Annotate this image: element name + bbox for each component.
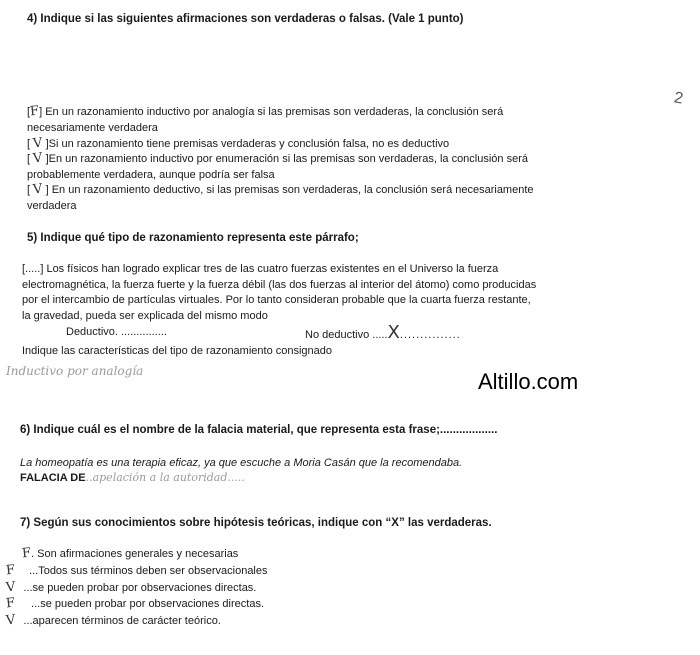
q5-heading: 5) Indique qué tipo de razonamiento representa este párrafo;: [27, 232, 359, 244]
q5-paragraph-line-4: la gravedad, pueda ser explicada del mismo modo: [22, 309, 268, 322]
q4-item-3-mark: V: [32, 150, 44, 167]
q5-option-no-deductivo-label: No deductivo .....: [305, 329, 388, 341]
q7-item-3-text: ...se pueden probar por observaciones directas.: [23, 582, 257, 594]
q5-instruction: Indique las características del tipo de razonamiento consignado: [22, 345, 333, 357]
q5-paragraph: [22, 262, 536, 324]
q7-item-1-text: . Son afirmaciones generales y necesarias: [31, 548, 239, 560]
q5-paragraph-line-2: electromagnética, la fuerza fuerte y la fuerza débil (las dos fuerzas al interior del átomo) como producidas: [22, 278, 537, 291]
q6-falacia: [20, 470, 245, 487]
q4-item-1: [F] En un razonamiento inductivo por analogía si las premisas son verdaderas, la conclusión será necesariamente verdadera: [27, 103, 504, 134]
q4-item-3-text: ]En un razonamiento inductivo por enumeración si las premisas son verdaderas, la conclusión será: [45, 153, 528, 165]
q7-item-2: [6, 563, 268, 580]
q7-item-2-text: ...Todos sus términos deben ser observacionales: [29, 565, 268, 577]
q7-item-5: [6, 613, 221, 630]
q7-item-5-text: ...aparecen términos de carácter teórico.: [23, 615, 221, 627]
q5-option-dots: ...............: [399, 329, 461, 341]
q4-item-2-text: ]Si un razonamiento tiene premisas verdaderas y conclusión falsa, no es deductivo: [45, 138, 450, 150]
q4-item-2: [ V ]Si un razonamiento tiene premisas verdaderas y conclusión falsa, no es deductivo: [27, 135, 450, 152]
q7-item-4-text: ...se pueden probar por observaciones directas.: [31, 598, 265, 610]
q7-item-4-mark: F: [5, 595, 16, 612]
q5-option-no-deductivo: [305, 322, 461, 344]
q4-item-1-text-cont: necesariamente verdadera: [27, 121, 158, 134]
q7-item-2-mark: F: [5, 562, 16, 579]
q7-item-5-mark: V: [5, 612, 17, 629]
margin-mark: 2: [672, 89, 685, 108]
q4-item-3: [ V ]En un razonamiento inductivo por enumeración si las premisas son verdaderas, la conclusión será probablemente verdadera, aunque podría ser falsa: [27, 150, 528, 181]
q5-paragraph-line-1: [.....] Los físicos han logrado explicar tres de las cuatro fuerzas existentes en el Universo la fuerza: [22, 263, 499, 275]
q7-item-4: [6, 596, 264, 613]
q4-item-3-text-cont: probablemente verdadera, aunque podría ser falsa: [27, 168, 275, 181]
q5-paragraph-line-3: por el intercambio de partículas virtuales. Por lo tanto consideran probable que la cuarta fuerza restante,: [22, 294, 531, 306]
q6-heading: 6) Indique cuál es el nombre de la falacia material, que representa esta frase;..................: [20, 424, 498, 436]
q7-item-3: [6, 580, 256, 597]
q4-item-4-mark: V: [32, 181, 44, 198]
q7-heading: 7) Según sus conocimientos sobre hipótesis teóricas, indique con “X” las verdaderas.: [20, 517, 492, 529]
q4-item-2-mark: V: [32, 135, 44, 152]
q7-item-3-mark: V: [5, 579, 17, 596]
q5-handwritten-answer: Inductivo por analogía: [6, 364, 144, 378]
q4-item-1-text: ] En un razonamiento inductivo por analogía si las premisas son verdaderas, la conclusión será: [39, 106, 504, 118]
q6-falacia-answer: ..apelación a la autoridad.....: [85, 471, 245, 484]
q4-item-1-mark: F: [29, 103, 40, 120]
q7-item-1-mark: F: [21, 545, 32, 562]
q6-quote: La homeopatía es una terapia eficaz, ya que escuche a Moria Casán que la recomendaba.: [20, 457, 463, 469]
cross-mark-icon: X: [387, 322, 400, 343]
watermark: Altillo.com: [478, 369, 579, 394]
q4-item-4-text: ] En un razonamiento deductivo, si las premisas son verdaderas, la conclusión será necesariamente: [45, 184, 534, 196]
q4-item-4: [ V ] En un razonamiento deductivo, si las premisas son verdaderas, la conclusión será necesariamente verdadera: [27, 181, 534, 212]
q7-item-1: [22, 546, 238, 563]
q5-option-deductivo: Deductivo. ...............: [66, 326, 167, 338]
q4-heading: 4) Indique si las siguientes afirmaciones son verdaderas o falsas. (Vale 1 punto): [27, 13, 464, 25]
q4-item-4-text-cont: verdadera: [27, 199, 77, 212]
q6-falacia-label: FALACIA DE: [20, 472, 86, 484]
